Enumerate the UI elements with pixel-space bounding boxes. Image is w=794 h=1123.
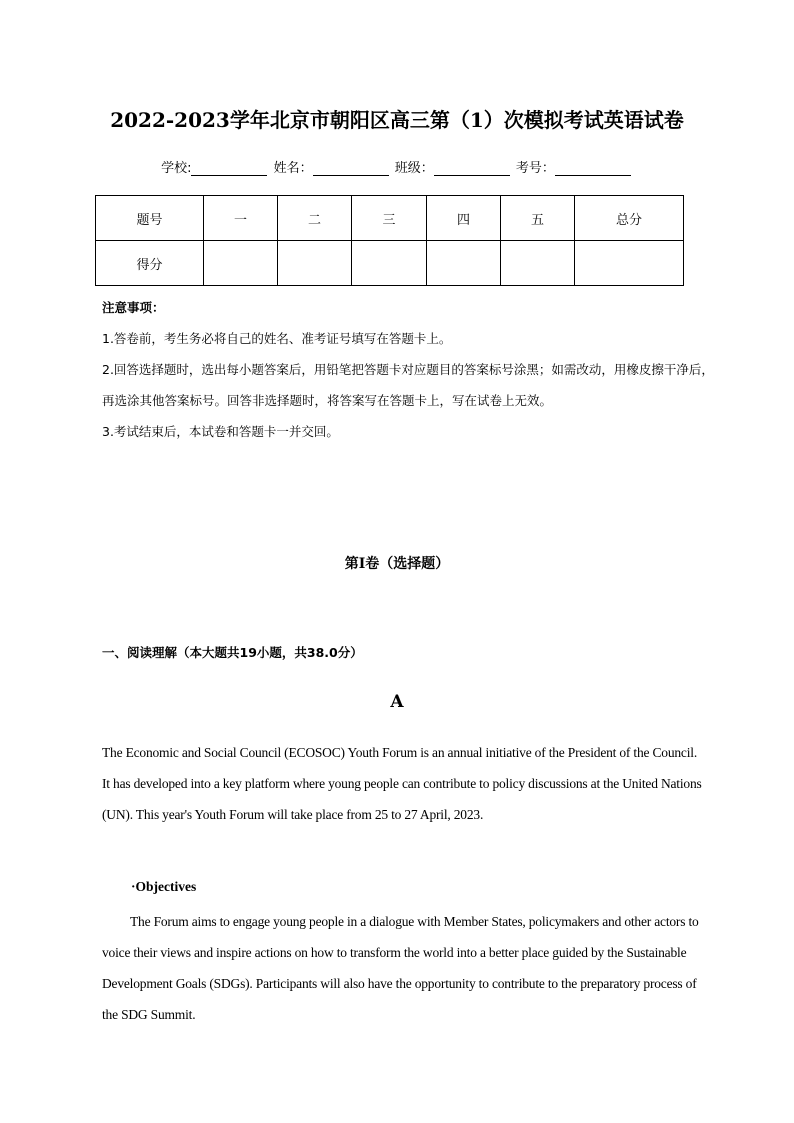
notes-heading: 注意事项：	[102, 300, 165, 315]
row-label-score: 得分	[96, 241, 204, 286]
passage-paragraph-1: The Economic and Social Council (ECOSOC) Youth Forum is an annual initiative of the President of the Council. It has developed into a key platform where young people can contribute to policy discussions at the United Nations (UN). This year's Youth Forum will take place from 25 to 27 April, 2023.	[102, 745, 702, 822]
score-cell-4[interactable]	[427, 241, 501, 286]
exam-number-label: 考号：	[515, 161, 555, 176]
name-label: 姓名：	[273, 161, 313, 176]
exam-title: 2022-2023学年北京市朝阳区高三第（1）次模拟考试英语试卷	[110, 108, 684, 132]
section-title: 第I卷（选择题）	[344, 556, 450, 572]
score-table	[95, 195, 684, 286]
header-cell-total: 总分	[575, 196, 684, 241]
score-cell-2[interactable]	[278, 241, 352, 286]
header-cell-5: 五	[501, 196, 575, 241]
note-item: 2.回答选择题时，选出每小题答案后，用铅笔把答题卡对应题目的答案标号涂黑；如需改动，用橡皮擦干净后，再选涂其他答案标号。回答非选择题时，将答案写在答题卡上，写在试卷上无效。	[102, 362, 714, 408]
exam-number-blank[interactable]	[555, 161, 631, 176]
student-info-line	[0, 157, 794, 176]
objectives-heading: ·Objectives	[131, 879, 197, 894]
class-label: 班级：	[394, 161, 434, 176]
score-table-header-row	[96, 196, 684, 241]
school-blank[interactable]	[191, 161, 267, 176]
score-cell-5[interactable]	[501, 241, 575, 286]
passage-label: A	[390, 692, 404, 712]
note-item: 1.答卷前，考生务必将自己的姓名、准考证号填写在答题卡上。	[102, 331, 452, 346]
score-cell-3[interactable]	[352, 241, 427, 286]
score-cell-total[interactable]	[575, 241, 684, 286]
name-blank[interactable]	[313, 161, 389, 176]
school-label: 学校:	[161, 161, 192, 176]
header-cell-1: 一	[204, 196, 278, 241]
passage-paragraph-2: The Forum aims to engage young people in a dialogue with Member States, policymakers and other actors to voice their views and inspire actions on how to transform the world into a better place guided by the Sustainable Development Goals (SDGs). Participants will also have the opportunity to contribute to the preparatory process of the SDG Summit.	[102, 914, 699, 1022]
class-blank[interactable]	[434, 161, 510, 176]
score-table-score-row	[96, 241, 684, 286]
part-title: 一、阅读理解（本大题共19小题，共38.0分）	[102, 645, 363, 660]
header-cell-4: 四	[427, 196, 501, 241]
header-cell-3: 三	[352, 196, 427, 241]
note-item: 3.考试结束后，本试卷和答题卡一并交回。	[102, 424, 339, 439]
header-cell-2: 二	[278, 196, 352, 241]
notes-section	[102, 292, 722, 447]
score-cell-1[interactable]	[204, 241, 278, 286]
header-cell-question-number: 题号	[96, 196, 204, 241]
